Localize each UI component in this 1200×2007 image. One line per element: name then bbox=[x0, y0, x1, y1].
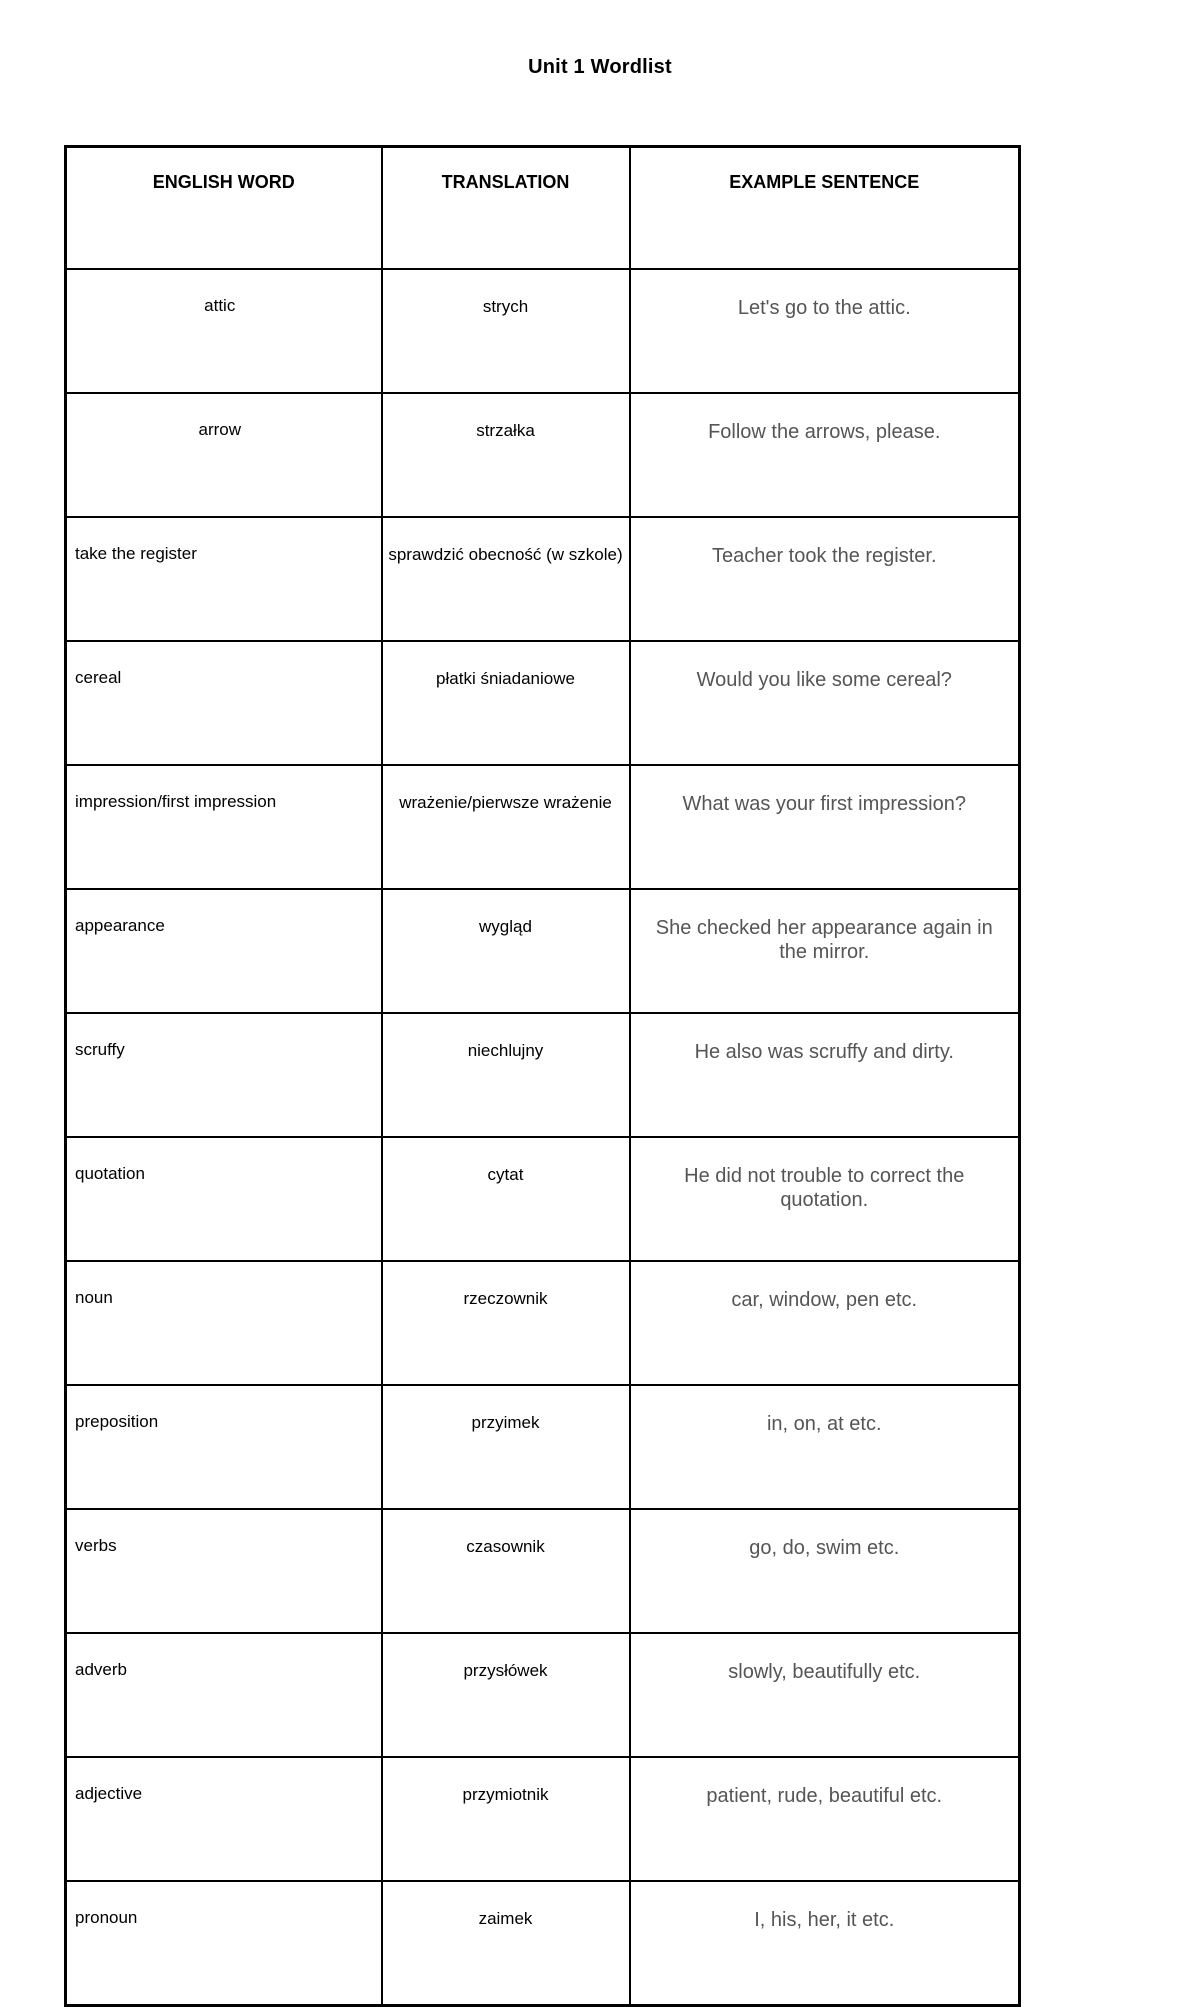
translation-cell: rzeczownik bbox=[382, 1261, 630, 1385]
english-word-cell: take the register bbox=[66, 517, 382, 641]
english-word-cell: arrow bbox=[66, 393, 382, 517]
translation-cell: płatki śniadaniowe bbox=[382, 641, 630, 765]
translation-cell: strych bbox=[382, 269, 630, 393]
example-sentence-cell: Would you like some cereal? bbox=[630, 641, 1020, 765]
translation-cell: przysłówek bbox=[382, 1633, 630, 1757]
translation-cell: sprawdzić obecność (w szkole) bbox=[382, 517, 630, 641]
header-example-sentence: EXAMPLE SENTENCE bbox=[630, 147, 1020, 270]
example-sentence-cell: He also was scruffy and dirty. bbox=[630, 1013, 1020, 1137]
header-translation: TRANSLATION bbox=[382, 147, 630, 270]
table-row bbox=[66, 1881, 1020, 2006]
example-sentence-cell: He did not trouble to correct the quotation. bbox=[630, 1137, 1020, 1261]
example-sentence-cell: go, do, swim etc. bbox=[630, 1509, 1020, 1633]
table-header-row bbox=[66, 147, 1020, 270]
example-sentence-cell: in, on, at etc. bbox=[630, 1385, 1020, 1509]
english-word-cell: attic bbox=[66, 269, 382, 393]
english-word-cell: verbs bbox=[66, 1509, 382, 1633]
english-word-cell: scruffy bbox=[66, 1013, 382, 1137]
translation-cell: niechlujny bbox=[382, 1013, 630, 1137]
translation-cell: przymiotnik bbox=[382, 1757, 630, 1881]
wordlist-table bbox=[64, 145, 1021, 2007]
translation-cell: zaimek bbox=[382, 1881, 630, 2006]
table-row bbox=[66, 1633, 1020, 1757]
header-english-word: ENGLISH WORD bbox=[66, 147, 382, 270]
example-sentence-cell: slowly, beautifully etc. bbox=[630, 1633, 1020, 1757]
table-row bbox=[66, 765, 1020, 889]
table-row bbox=[66, 1013, 1020, 1137]
english-word-cell: adverb bbox=[66, 1633, 382, 1757]
translation-cell: wrażenie/pierwsze wrażenie bbox=[382, 765, 630, 889]
english-word-cell: impression/first impression bbox=[66, 765, 382, 889]
example-sentence-cell: What was your first impression? bbox=[630, 765, 1020, 889]
example-sentence-cell: She checked her appearance again in the mirror. bbox=[630, 889, 1020, 1013]
table-row bbox=[66, 269, 1020, 393]
table-row bbox=[66, 393, 1020, 517]
english-word-cell: noun bbox=[66, 1261, 382, 1385]
english-word-cell: pronoun bbox=[66, 1881, 382, 2006]
table-row bbox=[66, 1137, 1020, 1261]
table-row bbox=[66, 641, 1020, 765]
table-row bbox=[66, 1385, 1020, 1509]
example-sentence-cell: Let's go to the attic. bbox=[630, 269, 1020, 393]
example-sentence-cell: patient, rude, beautiful etc. bbox=[630, 1757, 1020, 1881]
english-word-cell: quotation bbox=[66, 1137, 382, 1261]
example-sentence-cell: Teacher took the register. bbox=[630, 517, 1020, 641]
english-word-cell: preposition bbox=[66, 1385, 382, 1509]
page-title: Unit 1 Wordlist bbox=[528, 56, 672, 78]
english-word-cell: appearance bbox=[66, 889, 382, 1013]
table-row bbox=[66, 889, 1020, 1013]
translation-cell: przyimek bbox=[382, 1385, 630, 1509]
example-sentence-cell: Follow the arrows, please. bbox=[630, 393, 1020, 517]
translation-cell: czasownik bbox=[382, 1509, 630, 1633]
table-row bbox=[66, 1509, 1020, 1633]
translation-cell: cytat bbox=[382, 1137, 630, 1261]
table-row bbox=[66, 1757, 1020, 1881]
table-row bbox=[66, 1261, 1020, 1385]
translation-cell: strzałka bbox=[382, 393, 630, 517]
table-row bbox=[66, 517, 1020, 641]
example-sentence-cell: I, his, her, it etc. bbox=[630, 1881, 1020, 2006]
english-word-cell: adjective bbox=[66, 1757, 382, 1881]
translation-cell: wygląd bbox=[382, 889, 630, 1013]
example-sentence-cell: car, window, pen etc. bbox=[630, 1261, 1020, 1385]
english-word-cell: cereal bbox=[66, 641, 382, 765]
